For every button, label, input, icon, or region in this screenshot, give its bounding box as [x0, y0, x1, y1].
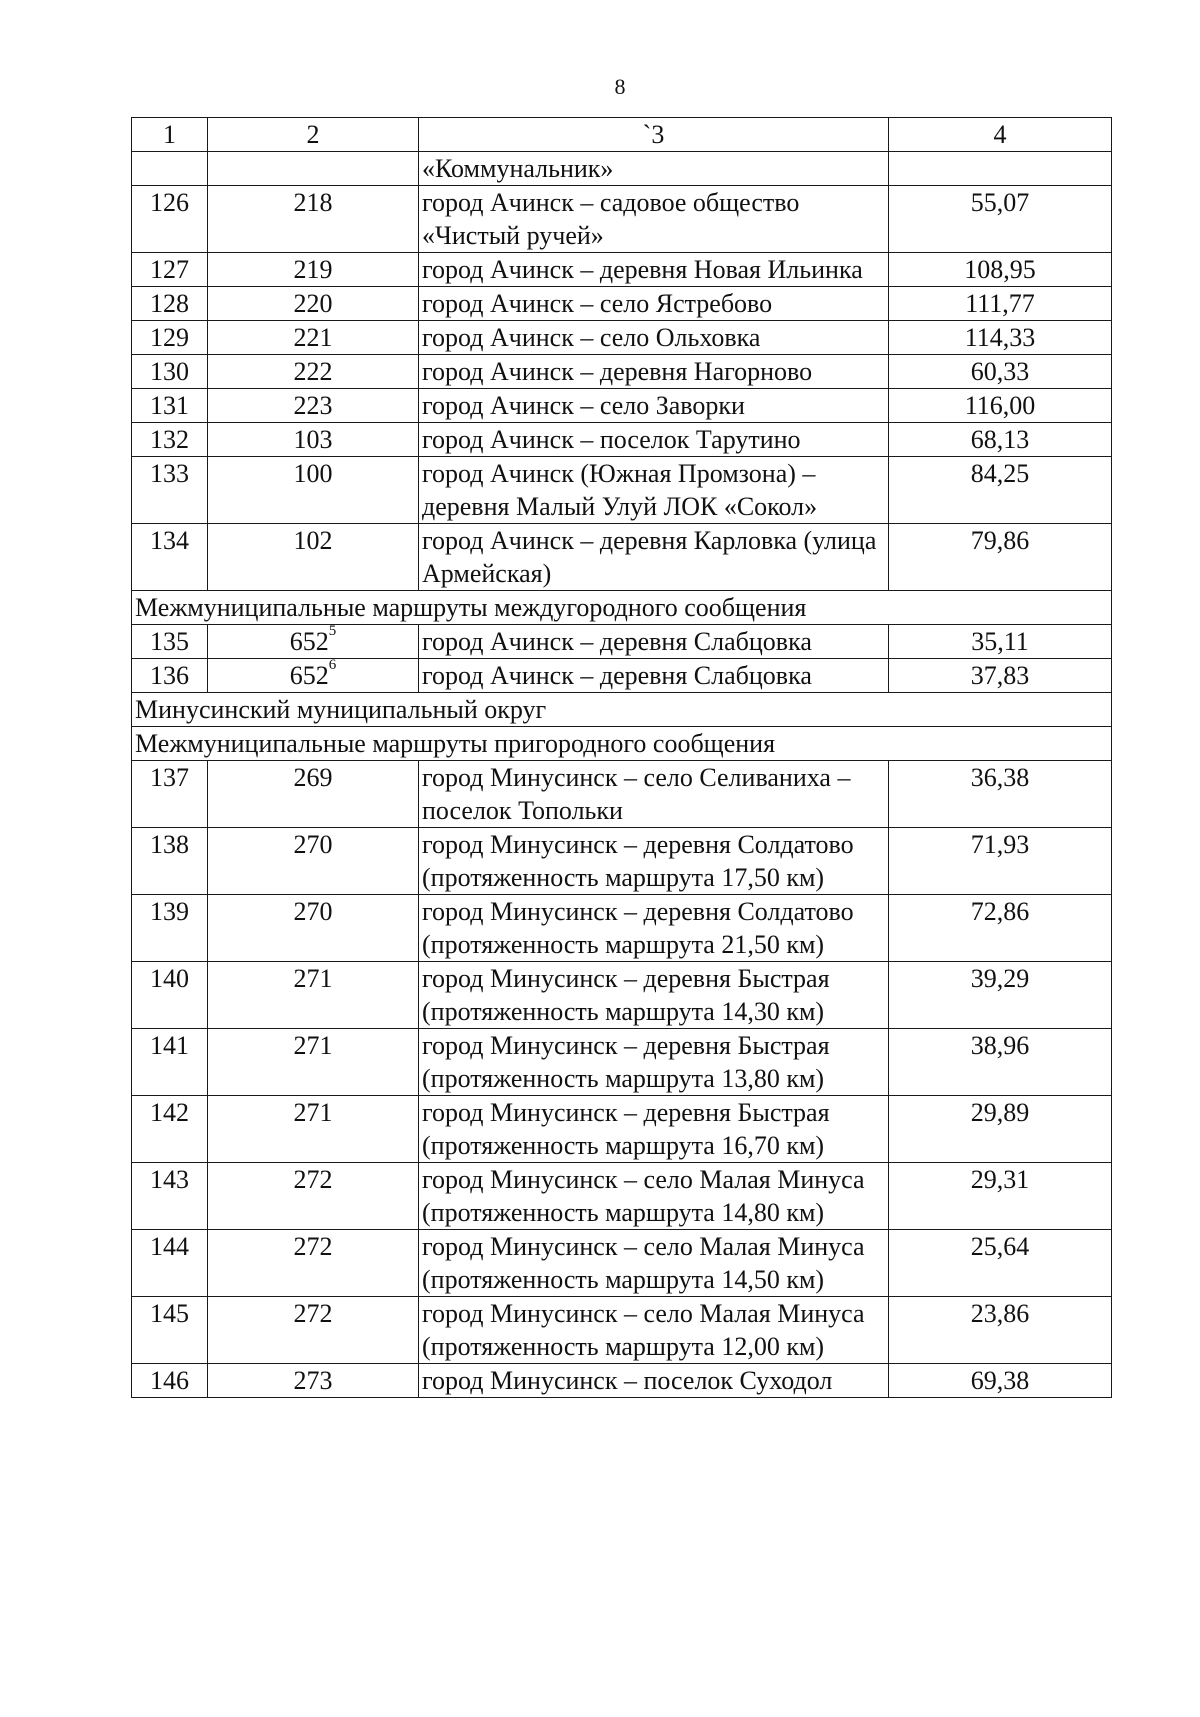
- cell-num: 130: [132, 355, 208, 389]
- table-row: [132, 761, 1112, 828]
- cell-num: 139: [132, 895, 208, 962]
- table-row: [132, 1163, 1112, 1230]
- cell-num: 134: [132, 524, 208, 591]
- cell-num: 135: [132, 625, 208, 659]
- table-row: [132, 186, 1112, 253]
- cell-num: 129: [132, 321, 208, 355]
- table-row-continuation: [132, 152, 1112, 186]
- cell-route: 271: [208, 1029, 419, 1096]
- cell-route: 272: [208, 1163, 419, 1230]
- cell-price: 23,86: [889, 1297, 1112, 1364]
- cell-route: 269: [208, 761, 419, 828]
- table-row: [132, 1096, 1112, 1163]
- cell-route: 222: [208, 355, 419, 389]
- cell-price: 114,33: [889, 321, 1112, 355]
- table-row: [132, 389, 1112, 423]
- cell-route: 271: [208, 962, 419, 1029]
- cell-route: 220: [208, 287, 419, 321]
- cell-description: город Минусинск – село Селиваниха – поселок Топольки: [419, 761, 889, 828]
- cell-route: 272: [208, 1297, 419, 1364]
- route-number: 652: [289, 661, 329, 690]
- cell-description: город Минусинск – поселок Суходол: [419, 1364, 889, 1398]
- cell-description: город Ачинск – деревня Слабцовка: [419, 625, 889, 659]
- table-row: [132, 962, 1112, 1029]
- cell-num: 146: [132, 1364, 208, 1398]
- cell-num: 143: [132, 1163, 208, 1230]
- table-row: [132, 1230, 1112, 1297]
- cell-price: 72,86: [889, 895, 1112, 962]
- cell-price: 68,13: [889, 423, 1112, 457]
- cell-description: город Минусинск – деревня Быстрая (протяженность маршрута 13,80 км): [419, 1029, 889, 1096]
- cell-num: 133: [132, 457, 208, 524]
- header-col-2: 2: [208, 118, 419, 152]
- cell-num: 140: [132, 962, 208, 1029]
- section-intercity-title: Межмуниципальные маршруты междугородного сообщения: [132, 591, 1112, 625]
- cell-price: 29,31: [889, 1163, 1112, 1230]
- cell-price: 69,38: [889, 1364, 1112, 1398]
- cell-route: 270: [208, 895, 419, 962]
- cell-num: 128: [132, 287, 208, 321]
- cell-num: 141: [132, 1029, 208, 1096]
- cell-route: 102: [208, 524, 419, 591]
- route-superscript: 5: [328, 623, 337, 639]
- table-row: [132, 355, 1112, 389]
- cell-num: 131: [132, 389, 208, 423]
- cell-description: город Ачинск – село Ольховка: [419, 321, 889, 355]
- table-row: [132, 253, 1112, 287]
- cell-route: [208, 625, 419, 659]
- page-number: 8: [614, 74, 626, 99]
- cell-price: [889, 152, 1112, 186]
- cell-route: 273: [208, 1364, 419, 1398]
- cell-description: город Минусинск – деревня Быстрая (протяженность маршрута 14,30 км): [419, 962, 889, 1029]
- table-row: [132, 828, 1112, 895]
- table-row: [132, 321, 1112, 355]
- cell-description: город Ачинск – деревня Нагорново: [419, 355, 889, 389]
- cell-route: [208, 152, 419, 186]
- cell-price: 38,96: [889, 1029, 1112, 1096]
- cell-price: 37,83: [889, 659, 1112, 693]
- section-district-title: Минусинский муниципальный округ: [132, 693, 1112, 727]
- header-col-1: 1: [132, 118, 208, 152]
- cell-description: город Минусинск – деревня Быстрая (протяженность маршрута 16,70 км): [419, 1096, 889, 1163]
- cell-description: город Минусинск – деревня Солдатово (протяженность маршрута 21,50 км): [419, 895, 889, 962]
- cell-description: город Минусинск – село Малая Минуса (протяженность маршрута 14,80 км): [419, 1163, 889, 1230]
- cell-description: город Ачинск – село Ястребово: [419, 287, 889, 321]
- cell-route: [208, 659, 419, 693]
- cell-description: город Ачинск (Южная Промзона) – деревня Малый Улуй ЛОК «Сокол»: [419, 457, 889, 524]
- cell-num: 127: [132, 253, 208, 287]
- cell-route: 223: [208, 389, 419, 423]
- cell-route: 103: [208, 423, 419, 457]
- cell-price: 55,07: [889, 186, 1112, 253]
- cell-price: 29,89: [889, 1096, 1112, 1163]
- table-row: [132, 287, 1112, 321]
- cell-num: 138: [132, 828, 208, 895]
- table-row: [132, 1297, 1112, 1364]
- cell-description: город Ачинск – деревня Слабцовка: [419, 659, 889, 693]
- table-row: [132, 895, 1112, 962]
- cell-description: город Минусинск – деревня Солдатово (протяженность маршрута 17,50 км): [419, 828, 889, 895]
- cell-route: 218: [208, 186, 419, 253]
- cell-price: 108,95: [889, 253, 1112, 287]
- cell-price: 35,11: [889, 625, 1112, 659]
- cell-route: 271: [208, 1096, 419, 1163]
- cell-description: город Ачинск – село Заворки: [419, 389, 889, 423]
- cell-price: 111,77: [889, 287, 1112, 321]
- route-superscript: 6: [328, 657, 337, 673]
- table-row: [132, 423, 1112, 457]
- section-suburban-title: Межмуниципальные маршруты пригородного сообщения: [132, 727, 1112, 761]
- cell-price: 60,33: [889, 355, 1112, 389]
- cell-num: 142: [132, 1096, 208, 1163]
- header-col-3: `3: [419, 118, 889, 152]
- cell-route: 272: [208, 1230, 419, 1297]
- cell-description: город Минусинск – село Малая Минуса (протяженность маршрута 14,50 км): [419, 1230, 889, 1297]
- table-row: [132, 659, 1112, 693]
- cell-price: 79,86: [889, 524, 1112, 591]
- cell-description: город Ачинск – садовое общество «Чистый ручей»: [419, 186, 889, 253]
- cell-price: 36,38: [889, 761, 1112, 828]
- cell-route: 219: [208, 253, 419, 287]
- cell-route: 221: [208, 321, 419, 355]
- cell-price: 84,25: [889, 457, 1112, 524]
- cell-price: 116,00: [889, 389, 1112, 423]
- route-number: 652: [289, 627, 329, 656]
- table-header-row: [132, 118, 1112, 152]
- cell-price: 71,93: [889, 828, 1112, 895]
- cell-description: «Коммунальник»: [419, 152, 889, 186]
- cell-num: 144: [132, 1230, 208, 1297]
- routes-table: [131, 117, 1112, 1398]
- cell-price: 25,64: [889, 1230, 1112, 1297]
- table-row: [132, 457, 1112, 524]
- cell-num: 145: [132, 1297, 208, 1364]
- cell-route: 270: [208, 828, 419, 895]
- section-suburban: [132, 727, 1112, 761]
- cell-price: 39,29: [889, 962, 1112, 1029]
- cell-num: 137: [132, 761, 208, 828]
- cell-num: 126: [132, 186, 208, 253]
- cell-description: город Минусинск – село Малая Минуса (протяженность маршрута 12,00 км): [419, 1297, 889, 1364]
- cell-description: город Ачинск – поселок Тарутино: [419, 423, 889, 457]
- table-row: [132, 1364, 1112, 1398]
- header-col-4: 4: [889, 118, 1112, 152]
- section-district: [132, 693, 1112, 727]
- table-row: [132, 625, 1112, 659]
- cell-num: 132: [132, 423, 208, 457]
- table-row: [132, 1029, 1112, 1096]
- table-row: [132, 524, 1112, 591]
- cell-description: город Ачинск – деревня Карловка (улица Армейская): [419, 524, 889, 591]
- cell-route: 100: [208, 457, 419, 524]
- section-intercity: [132, 591, 1112, 625]
- cell-num: 136: [132, 659, 208, 693]
- cell-num: [132, 152, 208, 186]
- cell-description: город Ачинск – деревня Новая Ильинка: [419, 253, 889, 287]
